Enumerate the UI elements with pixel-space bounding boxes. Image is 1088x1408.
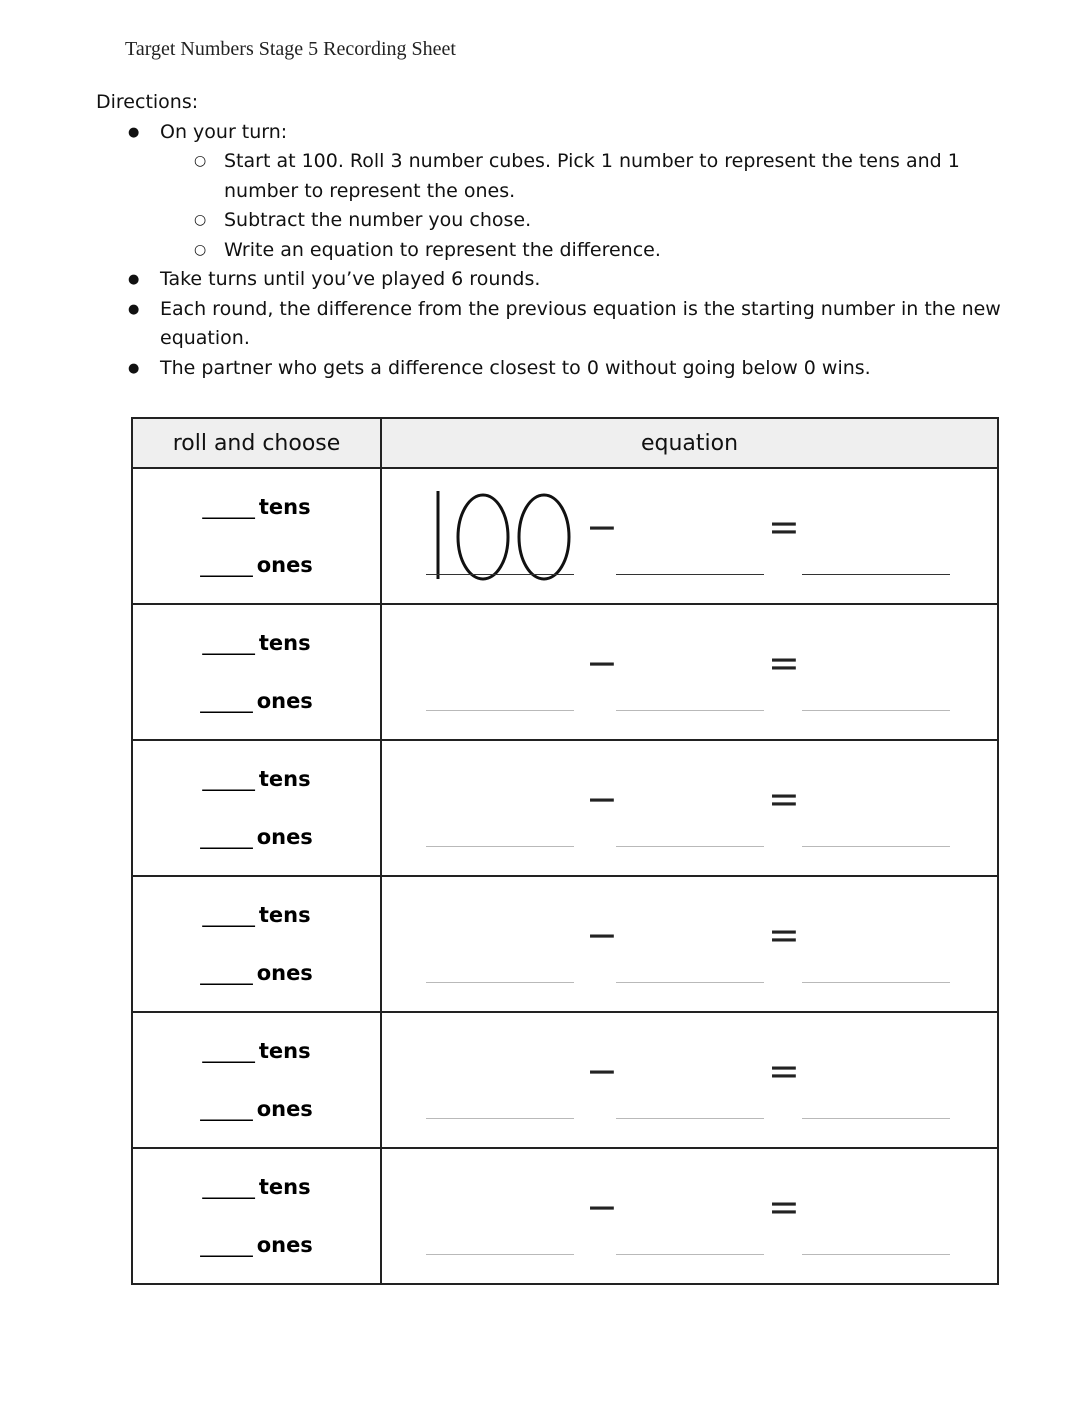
blank-difference-line[interactable] [802,846,950,847]
equals-sign: = [768,913,800,957]
tens-line [133,614,380,672]
ones-blank[interactable]: _____ [200,825,253,849]
direction-subitem: ○ Start at 100. Roll 3 number cubes. Pick 1 number to represent the tens and 1 number to represent the ones. [160,147,1016,206]
column-header-equation: equation [381,418,998,468]
ones-label: ones [256,961,313,985]
blank-subtrahend-line[interactable] [616,710,764,711]
directions-heading: Directions: [96,91,199,113]
direction-item: ● Take turns until you’ve played 6 rounds. [96,265,1016,295]
equation-cell [381,468,998,604]
tens-label: tens [258,1039,311,1063]
table-header-row [132,418,998,468]
directions [96,88,1016,383]
ones-line [133,536,380,594]
roll-and-choose-cell [132,740,381,876]
ones-blank[interactable]: _____ [200,1097,253,1121]
blank-start-line[interactable] [426,846,574,847]
tens-label: tens [258,495,311,519]
direction-subitem: ○ Write an equation to represent the difference. [160,236,1016,266]
blank-start-line[interactable] [426,982,574,983]
ones-line [133,808,380,866]
ones-blank[interactable]: _____ [200,1233,253,1257]
minus-sign: − [586,777,618,821]
equation-cell [381,1012,998,1148]
page-title: Target Numbers Stage 5 Recording Sheet [125,38,456,60]
blank-difference-line[interactable] [802,1254,950,1255]
tens-label: tens [258,903,311,927]
tens-line [133,1158,380,1216]
tens-blank[interactable]: _____ [202,631,255,655]
tens-line [133,1022,380,1080]
directions-list [96,118,1016,384]
blank-subtrahend-line[interactable] [616,982,764,983]
minus-sign: − [586,913,618,957]
tens-blank[interactable]: _____ [202,1175,255,1199]
tens-blank[interactable]: _____ [202,1039,255,1063]
blank-difference-line[interactable] [802,574,950,576]
table-row [132,604,998,740]
equals-sign: = [768,1049,800,1093]
blank-difference-line[interactable] [802,1118,950,1119]
blank-start-line[interactable] [426,1254,574,1255]
ones-line [133,1216,380,1274]
direction-subitem: ○ Subtract the number you chose. [160,206,1016,236]
direction-item [96,118,1016,266]
roll-and-choose-cell [132,1148,381,1284]
equals-sign: = [768,641,800,685]
tens-blank[interactable]: _____ [202,767,255,791]
table-row [132,468,998,604]
equation-cell [381,604,998,740]
roll-and-choose-cell [132,468,381,604]
ones-line [133,944,380,1002]
blank-difference-line[interactable] [802,982,950,983]
minus-sign: − [586,505,618,549]
blank-difference-line[interactable] [802,710,950,711]
tens-label: tens [258,767,311,791]
equals-sign: = [768,1185,800,1229]
ones-line [133,672,380,730]
blank-subtrahend-line[interactable] [616,846,764,847]
blank-subtrahend-line[interactable] [616,1118,764,1119]
tens-line [133,478,380,536]
direction-text: On your turn: [160,120,288,143]
tens-line [133,750,380,808]
equals-sign: = [768,777,800,821]
roll-and-choose-cell [132,604,381,740]
ones-label: ones [256,689,313,713]
tens-label: tens [258,1175,311,1199]
direction-sublist [160,147,1016,265]
table-row [132,876,998,1012]
direction-item: ● The partner who gets a difference closest to 0 without going below 0 wins. [96,354,1016,384]
tens-line [133,886,380,944]
table-row [132,1012,998,1148]
table-row [132,740,998,876]
ones-label: ones [256,825,313,849]
ones-line [133,1080,380,1138]
table-row [132,1148,998,1284]
blank-start-line[interactable] [426,574,574,576]
ones-blank[interactable]: _____ [200,961,253,985]
recording-table [131,417,999,1285]
blank-start-line[interactable] [426,1118,574,1119]
minus-sign: − [586,1185,618,1229]
blank-start-line[interactable] [426,710,574,711]
direction-item: ● Each round, the difference from the previous equation is the starting number in the new equation. [96,295,1016,354]
ones-label: ones [256,1097,313,1121]
equals-sign: = [768,505,800,549]
tens-label: tens [258,631,311,655]
minus-sign: − [586,1049,618,1093]
blank-subtrahend-line[interactable] [616,574,764,576]
minus-sign: − [586,641,618,685]
ones-label: ones [256,1233,313,1257]
start-value-handwritten [426,487,574,593]
column-header-roll-and-choose: roll and choose [132,418,381,468]
roll-and-choose-cell [132,876,381,1012]
tens-blank[interactable]: _____ [202,903,255,927]
ones-blank[interactable]: _____ [200,689,253,713]
roll-and-choose-cell [132,1012,381,1148]
equation-cell [381,1148,998,1284]
tens-blank[interactable]: _____ [202,495,255,519]
blank-subtrahend-line[interactable] [616,1254,764,1255]
ones-blank[interactable]: _____ [200,553,253,577]
ones-label: ones [256,553,313,577]
equation-cell [381,876,998,1012]
equation-cell [381,740,998,876]
